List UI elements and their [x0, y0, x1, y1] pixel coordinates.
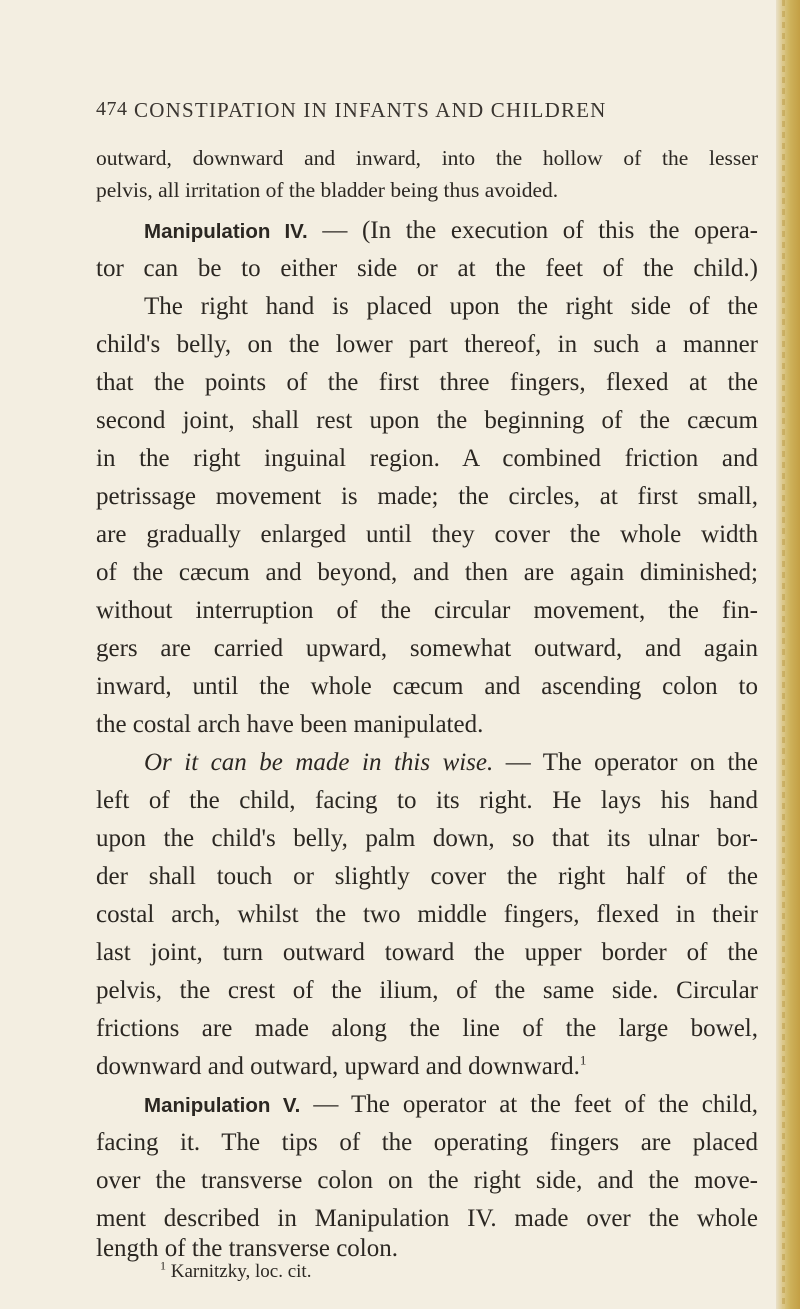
page-number: 474: [96, 98, 128, 120]
text-line: are gradually enlarged until they cover the whole width: [96, 521, 758, 548]
text-line: frictions are made along the line of the large bowel,: [96, 1015, 758, 1042]
text-line: der shall touch or slightly cover the right half of the: [96, 863, 758, 890]
text-line: downward and outward, upward and downward.$^1$: [96, 1052, 587, 1080]
text-line: costal arch, whilst the two middle fingers, flexed in their: [96, 901, 758, 928]
text-line: second joint, shall rest upon the beginning of the cæcum: [96, 407, 758, 434]
text-line: the costal arch have been manipulated.: [96, 711, 484, 738]
footnote-reference[interactable]: 1: [579, 1052, 587, 1068]
text-line: upon the child's belly, palm down, so that its ulnar bor-: [96, 825, 758, 852]
page-edge-binding: [776, 0, 800, 1309]
footnote-marker: 1: [160, 1258, 166, 1273]
text-line: in the right inguinal region. A combined friction and: [96, 445, 758, 472]
running-title: CONSTIPATION IN INFANTS AND CHILDREN: [134, 98, 607, 122]
section-heading-manipulation-iv: Manipulation IV.: [144, 220, 308, 243]
text-line: last joint, turn outward toward the upper border of the: [96, 939, 758, 966]
text-line: facing it. The tips of the operating fingers are placed: [96, 1129, 758, 1156]
text-line: Manipulation V. — The operator at the feet of the child,: [144, 1091, 759, 1118]
text-line: The right hand is placed upon the right side of the: [144, 293, 758, 320]
footnote: [160, 1260, 311, 1284]
footnote-text: Karnitzky, loc. cit.: [170, 1261, 312, 1282]
text-line: child's belly, on the lower part thereof, in such a manner: [96, 331, 758, 358]
text-line: outward, downward and inward, into the hollow of the lesser: [96, 146, 758, 170]
text-line: gers are carried upward, somewhat outward, and again: [96, 635, 758, 662]
text-line: petrissage movement is made; the circles, at first small,: [96, 483, 758, 510]
italic-subheading: Or it can be made in this wise.: [144, 749, 494, 776]
running-head: [96, 98, 758, 128]
text-line: left of the child, facing to its right. He lays his hand: [96, 787, 758, 814]
text-line: length of the transverse colon.: [96, 1235, 398, 1262]
text-line: that the points of the first three fingers, flexed at the: [96, 369, 758, 396]
text-line: over the transverse colon on the right side, and the move-: [96, 1167, 758, 1194]
text-line: pelvis, the crest of the ilium, of the same side. Circular: [96, 977, 758, 1004]
text-line: inward, until the whole cæcum and ascending colon to: [96, 673, 758, 700]
text-line: without interruption of the circular movement, the fin-: [96, 597, 758, 624]
text-line: Or it can be made in this wise. — The operator on the: [144, 749, 759, 776]
text-line: ment described in Manipulation IV. made over the whole: [96, 1205, 758, 1232]
text-line: tor can be to either side or at the feet of the child.): [96, 255, 758, 282]
text-line: pelvis, all irritation of the bladder being thus avoided.: [96, 178, 559, 202]
text-line: Manipulation IV. — (In the execution of this the opera-: [144, 217, 758, 244]
section-heading-manipulation-v: Manipulation V.: [144, 1094, 301, 1117]
text-line: of the cæcum and beyond, and then are again diminished;: [96, 559, 758, 586]
